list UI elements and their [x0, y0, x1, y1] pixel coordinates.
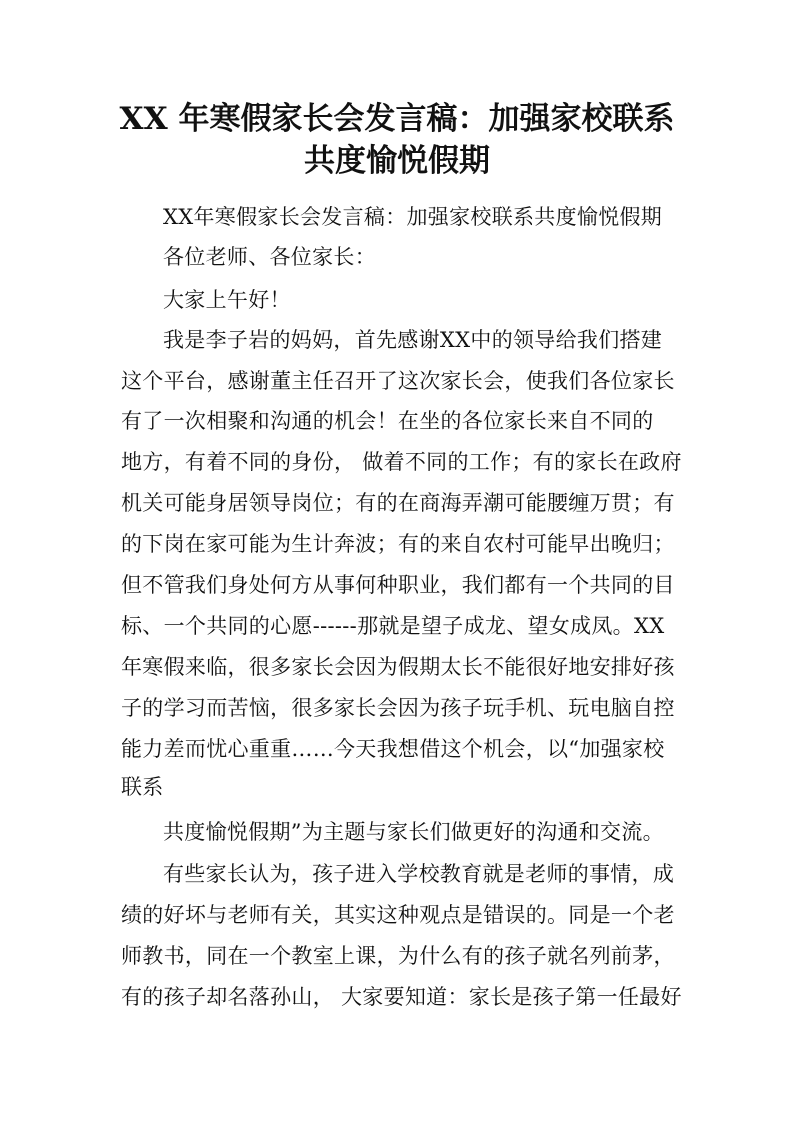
document-title-line-1: XX 年寒假家长会发言稿：加强家校联系 — [119, 101, 675, 137]
paragraph-2-line: 共度愉悦假期”为主题与家长们做更好的沟通和交流。 — [163, 820, 664, 844]
paragraph-1-line: 年寒假来临，很多家长会因为假期太长不能很好地安排好孩 — [121, 655, 675, 679]
paragraph-3-line: 绩的好坏与老师有关，其实这种观点是错误的。同是一个老 — [121, 903, 675, 927]
paragraph-1-line: 联系 — [121, 775, 164, 799]
paragraph-1-line: 这个平台，感谢董主任召开了这次家长会，使我们各位家长 — [121, 369, 675, 393]
paragraph-1-line: 地方，有着不同的身份， 做着不同的工作；有的家长在政府 — [121, 450, 682, 474]
salutation-line: 各位老师、各位家长： — [163, 245, 376, 269]
document-title-line-2: 共度愉悦假期 — [304, 143, 490, 179]
paragraph-1-line: 我是李子岩的妈妈，首先感谢XX中的领导给我们搭建 — [163, 328, 663, 352]
paragraph-3-line: 有的孩子却名落孙山， 大家要知道：家长是孩子第一任最好 — [121, 985, 682, 1009]
paragraph-1-line: 标、一个共同的心愿------那就是望子成龙、望女成凤。XX — [121, 614, 665, 638]
paragraph-1-line: 能力差而忧心重重……今天我想借这个机会，以“加强家校 — [121, 737, 665, 761]
paragraph-1-line: 机关可能身居领导岗位；有的在商海弄潮可能腰缠万贯；有 — [121, 491, 675, 515]
paragraph-1-line: 有了一次相聚和沟通的机会！在坐的各位家长来自不同的 — [121, 409, 654, 433]
paragraph-1-line: 子的学习而苦恼，很多家长会因为孩子玩手机、玩电脑自控 — [121, 696, 675, 720]
paragraph-3-line: 有些家长认为，孩子进入学校教育就是老师的事情，成 — [163, 862, 675, 886]
document-subtitle-line: XX年寒假家长会发言稿：加强家校联系共度愉悦假期 — [163, 205, 663, 229]
greeting-line: 大家上午好！ — [163, 288, 291, 312]
paragraph-1-line: 的下岗在家可能为生计奔波；有的来自农村可能早出晚归； — [121, 532, 675, 556]
paragraph-1-line: 但不管我们身处何方从事何种职业，我们都有一个共同的目 — [121, 573, 675, 597]
paragraph-3-line: 师教书，同在一个教室上课，为什么有的孩子就名列前茅， — [121, 944, 675, 968]
